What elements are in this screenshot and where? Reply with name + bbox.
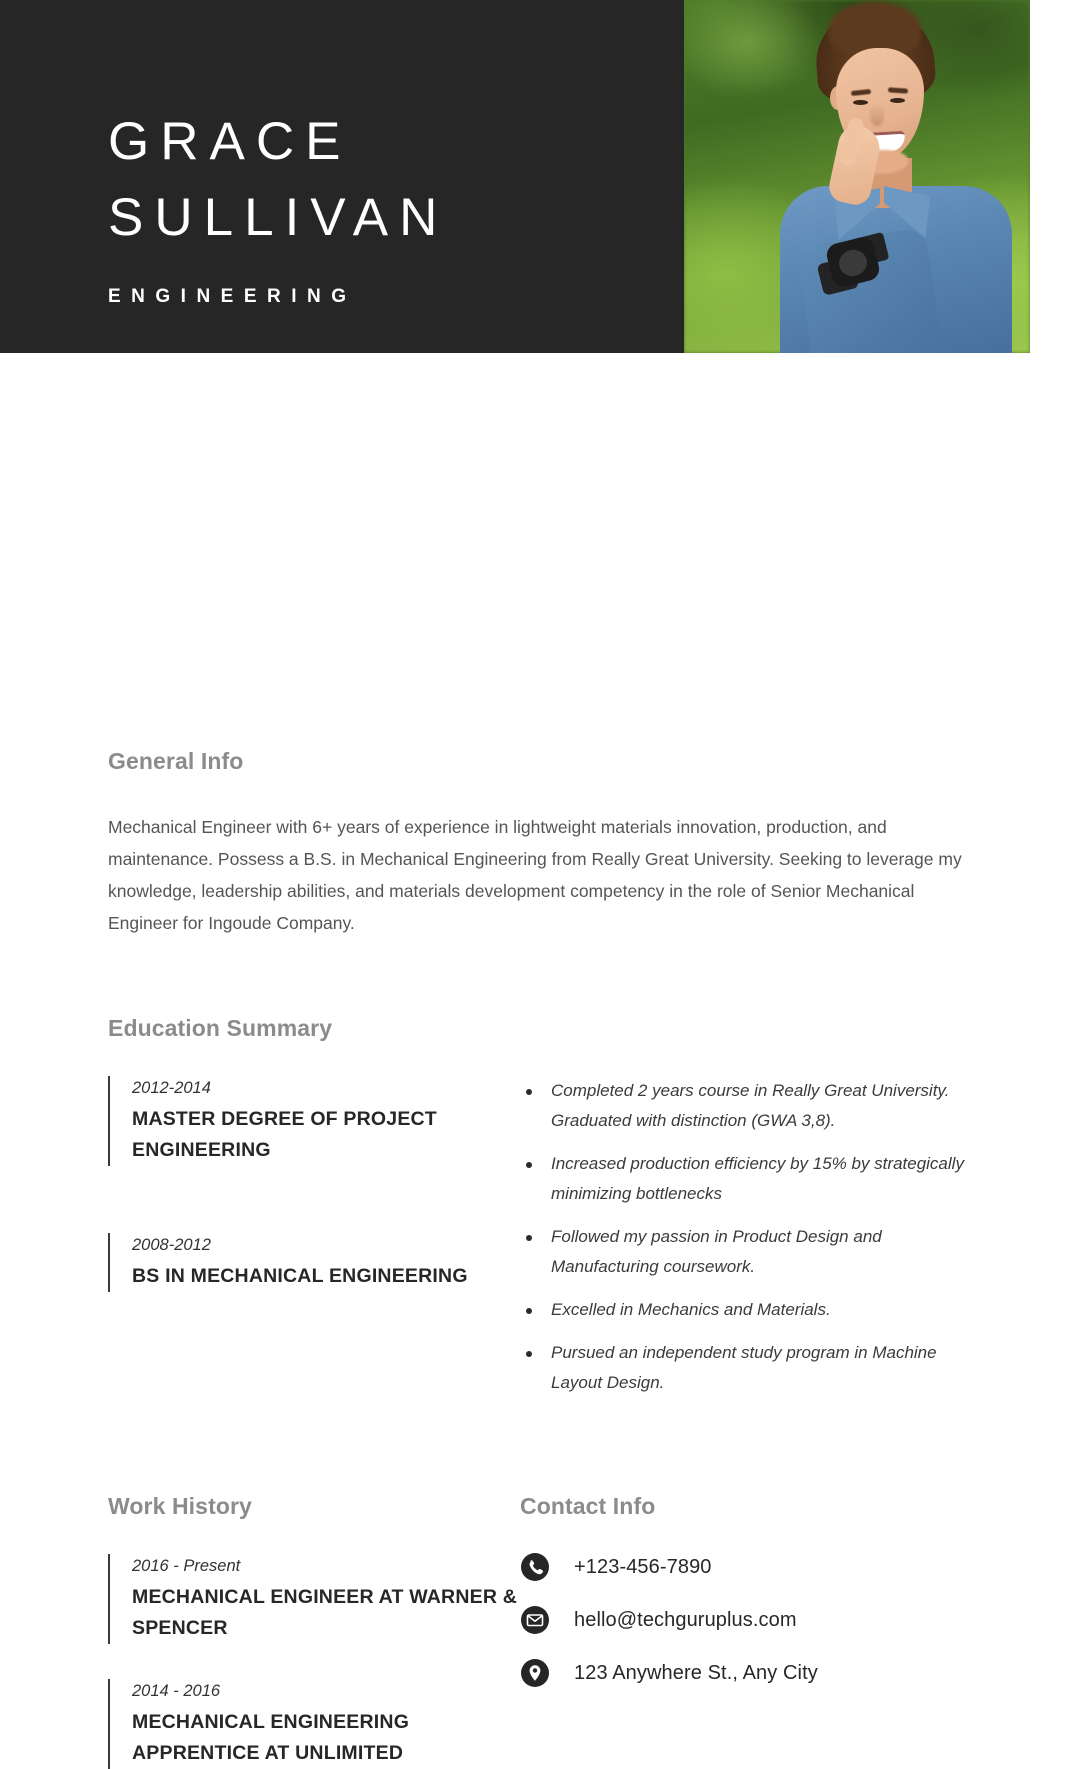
lower-sections (108, 1493, 988, 1769)
street-address: 123 Anywhere St., Any City (574, 1661, 818, 1684)
phone-icon (520, 1552, 550, 1582)
list-item: Pursued an independent study program in Machine Layout Design. (520, 1338, 988, 1398)
education-bullet-list (520, 1076, 988, 1398)
education-achievements (520, 1076, 988, 1411)
work-entry-date: 2016 - Present (132, 1557, 241, 1575)
profession-label: ENGINEERING (108, 286, 357, 307)
contact-row-email[interactable] (520, 1605, 988, 1635)
section-work-history (108, 1493, 520, 1769)
section-contact-info (520, 1493, 988, 1769)
education-spacer (108, 1166, 520, 1233)
profile-photo (684, 0, 1030, 353)
work-history-entries (108, 1554, 520, 1769)
photo-nose (870, 104, 884, 126)
contact-row-address[interactable] (520, 1658, 988, 1688)
work-entry-title: MECHANICAL ENGINEERING APPRENTICE AT UNLIMITED (132, 1711, 410, 1764)
resume-header (0, 0, 1086, 353)
education-entry (108, 1233, 520, 1292)
first-name: GRACE (108, 112, 352, 171)
contact-row-phone[interactable] (520, 1552, 988, 1582)
location-pin-icon (520, 1658, 550, 1688)
list-item: Increased production efficiency by 15% by strategically minimizing bottlenecks (520, 1149, 988, 1209)
education-entry-date: 2012-2014 (132, 1079, 211, 1097)
section-general-info (108, 748, 988, 939)
education-heading: Education Summary (108, 1015, 333, 1041)
work-history-heading: Work History (108, 1493, 252, 1519)
general-info-text: Mechanical Engineer with 6+ years of experience in lightweight materials innovation, production, and maintenance. Possess a B.S. in Mechanical Engineering from Really Great University. Seeking to leverage my knowledge, leadership abilities, and materials development competency in the role of Senior Mechanical Engineer for Ingoude Company. (108, 817, 962, 933)
work-entry (108, 1554, 520, 1644)
email-icon (520, 1605, 550, 1635)
list-item: Followed my passion in Product Design and Manufacturing coursework. (520, 1222, 988, 1282)
email-address: hello@techguruplus.com (574, 1608, 797, 1631)
phone-number: +123-456-7890 (574, 1555, 712, 1578)
education-entry (108, 1076, 520, 1166)
contact-info-heading: Contact Info (520, 1493, 656, 1519)
education-entries (108, 1076, 520, 1411)
list-item: Excelled in Mechanics and Materials. (520, 1295, 988, 1325)
last-name: SULLIVAN (108, 188, 449, 247)
contact-list (520, 1552, 988, 1688)
list-item: Completed 2 years course in Really Great University. Graduated with distinction (GWA 3,8). (520, 1076, 988, 1136)
section-education-summary (108, 1015, 988, 1411)
education-entry-date: 2008-2012 (132, 1236, 211, 1254)
education-grid (108, 1076, 988, 1411)
work-entry-title: MECHANICAL ENGINEER AT WARNER & SPENCER (132, 1586, 518, 1639)
education-entry-title: BS IN MECHANICAL ENGINEERING (132, 1265, 468, 1287)
work-entry-date: 2014 - 2016 (132, 1682, 221, 1700)
photo-eye-right (890, 98, 905, 103)
education-entry-title: MASTER DEGREE OF PROJECT ENGINEERING (132, 1108, 437, 1161)
work-entry (108, 1679, 520, 1769)
name-block (108, 104, 448, 308)
photo-eye-left (853, 100, 868, 105)
general-info-heading: General Info (108, 748, 244, 774)
